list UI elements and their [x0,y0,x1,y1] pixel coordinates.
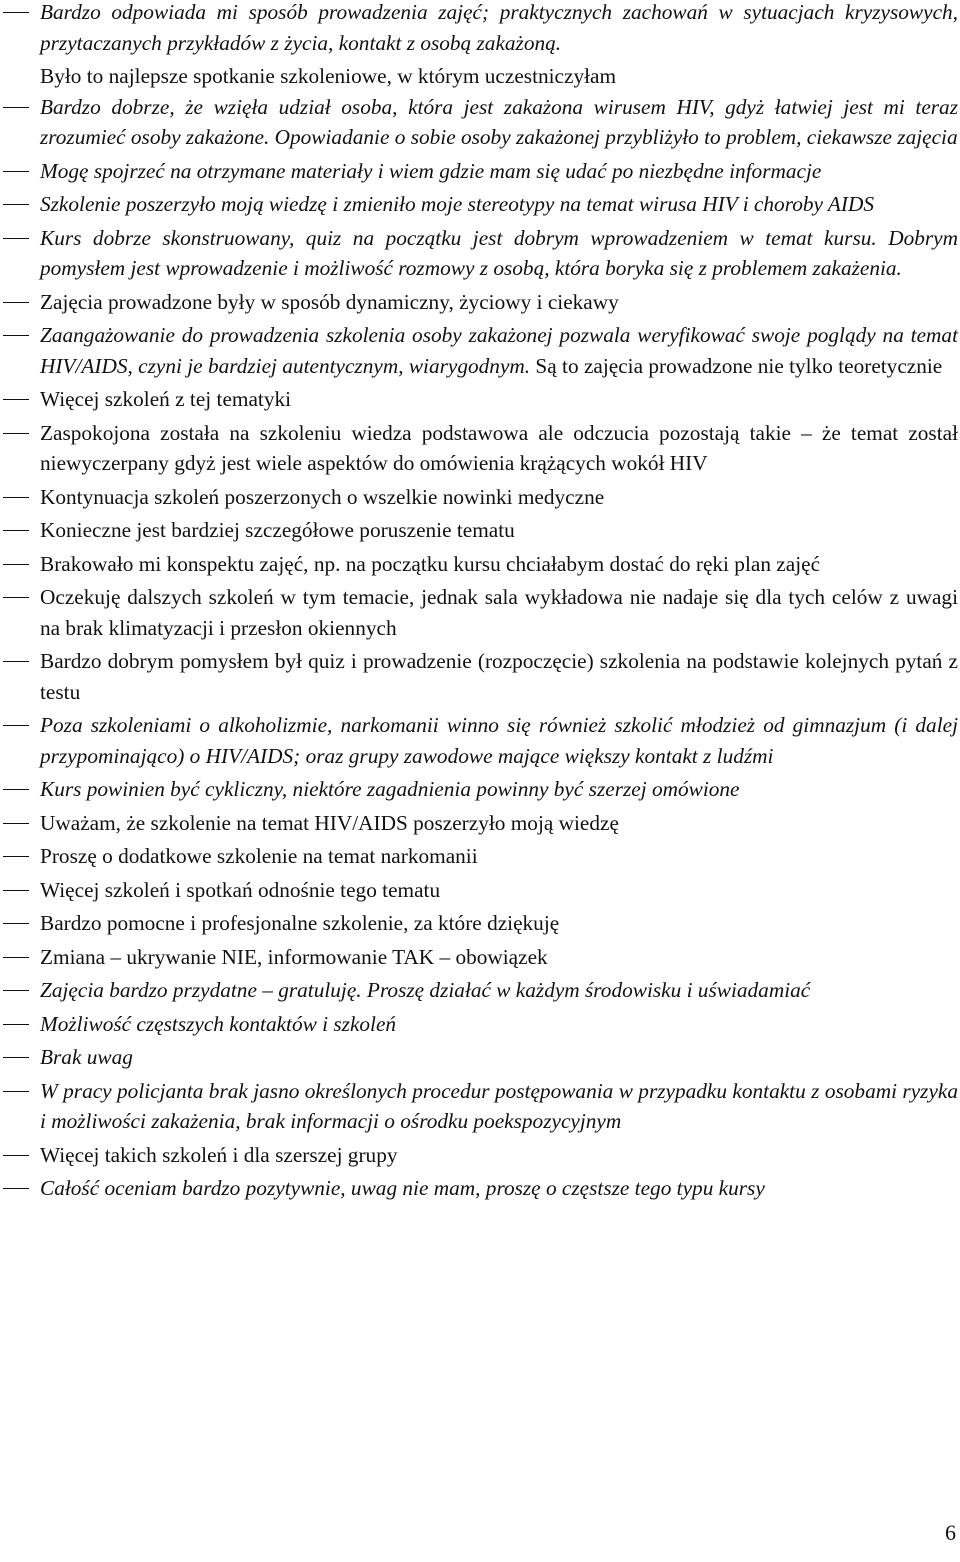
dash-bullet-icon [0,418,32,448]
dash-bullet-icon [0,1042,32,1072]
list-item [0,710,958,771]
dash-bullet-icon [0,875,32,905]
text-segment: Całość oceniam bardzo pozytywnie, uwag nie mam, proszę o częstsze tego typu kursy [40,1176,765,1200]
list-item [0,418,958,479]
text-segment: Mogę spojrzeć na otrzymane materiały i wiem gdzie mam się udać po niezbędne informacje [40,158,822,183]
dash-bullet-icon [0,908,32,938]
dash-bullet-icon [0,1173,32,1203]
dash-bullet-icon [0,1009,32,1039]
list-item [0,841,958,872]
list-item-text [40,1042,958,1073]
list-item [0,189,958,220]
dash-bullet-icon [0,320,32,350]
list-item [0,482,958,513]
list-item-text [40,908,958,939]
text-segment: Więcej szkoleń i spotkań odnośnie tego tematu [40,877,441,902]
text-segment: Bardzo pomocne i profesjonalne szkolenie, za które dziękuję [40,911,560,935]
text-segment: Bardzo dobrze, że wzięła udział osoba, która jest zakażona wirusem HIV, gdyż łatwiej jest mi teraz zrozumieć osoby zakażone. Opowiadanie o sobie osoby zakażonej przybliżyło to problem, ciekawsze zajęcia [40,94,958,149]
list-item-text [40,223,958,284]
list-item-text [40,582,958,643]
list-item-text [40,515,958,546]
list-item [0,646,958,707]
list-item-text [40,384,958,415]
list-item-text [40,92,958,153]
list-item [0,1042,958,1073]
text-segment: Są to zajęcia prowadzone nie tylko teoretycznie [530,353,943,378]
list-item-text [40,875,958,906]
list-item-text [40,0,958,58]
list-item [0,875,958,906]
text-segment: Kontynuacja szkoleń poszerzonych o wszelkie nowinki medyczne [40,484,605,509]
list-item [0,515,958,546]
dash-bullet-icon [0,92,32,122]
list-item-text [40,320,958,381]
list-item [0,1009,958,1040]
list-item [0,0,958,58]
list-item [0,287,958,318]
list-item [0,908,958,939]
list-item-text [40,287,958,318]
list-item-text [40,646,958,707]
text-segment: Uważam, że szkolenie na temat HIV/AIDS poszerzyło moją wiedzę [40,810,619,835]
list-item [0,92,958,153]
text-segment: Więcej szkoleń z tej tematyki [40,387,292,411]
list-item [0,223,958,284]
list-item [0,975,958,1006]
list-item-text [40,1009,958,1040]
list-item-text [40,156,958,187]
list-item [0,156,958,187]
list-item-text [40,1173,958,1204]
dash-bullet-icon [0,287,32,317]
text-segment: Było to najlepsze spotkanie szkoleniowe, w którym uczestniczyłam [40,64,617,88]
list-item-text [40,1076,958,1137]
text-segment: Zaspokojona została na szkoleniu wiedza podstawowa ale odczucia pozostają takie – że temat został niewyczerpany gdyż jest wiele aspektów do omówienia krążących wokół HIV [40,420,958,475]
list-item-text [40,418,958,479]
list-item-text [40,61,958,92]
list-item [0,320,958,381]
list-item-text [40,774,958,805]
text-segment: Zajęcia bardzo przydatne – gratuluję. Proszę działać w każdym środowisku i uświadamiać [40,978,811,1002]
dash-bullet-icon [0,646,32,676]
dash-bullet-icon [0,710,32,740]
text-segment: Bardzo dobrym pomysłem był quiz i prowadzenie (rozpoczęcie) szkolenia na podstawie kolejnych pytań z testu [40,649,958,704]
dash-bullet-icon [0,0,32,27]
text-segment: Oczekuję dalszych szkoleń w tym temacie, jednak sala wykładowa nie nadaje się dla tych celów z uwagi na brak klimatyzacji i przesłon okiennych [40,585,958,640]
text-segment: Zmiana – ukrywanie NIE, informowanie TAK – obowiązek [40,944,548,969]
text-segment: Brakowało mi konspektu zajęć, np. na początku kursu chciałabym dostać do ręki plan zajęć [40,551,821,576]
text-segment: Kurs powinien być cykliczny, niektóre zagadnienia powinny być szerzej omówione [40,777,740,801]
list-item-text [40,1140,958,1171]
list-item [0,384,958,415]
dash-bullet-icon [0,1076,32,1106]
list-item [0,582,958,643]
list-item [0,61,958,92]
text-segment: Kurs dobrze skonstruowany, quiz na początku jest dobrym wprowadzeniem w temat kursu. Dobrym pomysłem jest wprowadzenie i możliwość rozmowy z osobą, która boryka się z problemem zakażenia. [40,225,958,280]
list-item-text [40,975,958,1006]
list-item [0,549,958,580]
text-segment: Szkolenie poszerzyło moją wiedzę i zmieniło moje stereotypy na temat wirusa HIV i choroby AIDS [40,192,875,216]
list-item-text [40,482,958,513]
dash-bullet-icon [0,808,32,838]
dash-bullet-icon [0,515,32,545]
dash-bullet-icon [0,223,32,253]
text-segment: Brak uwag [40,1045,133,1069]
text-segment: Proszę o dodatkowe szkolenie na temat narkomanii [40,844,478,868]
dash-bullet-icon [0,1140,32,1170]
list-item [0,808,958,839]
text-segment: Poza szkoleniami o alkoholizmie, narkomanii winno się również szkolić młodzież od gimnazjum (i dalej przypominająco) o HIV/AIDS; oraz grupy zawodowe mające większy kontakt z ludźmi [40,713,958,768]
list-item-text [40,808,958,839]
list-item [0,1173,958,1204]
list-item [0,1140,958,1171]
dash-bullet-icon [0,942,32,972]
dash-bullet-icon [0,549,32,579]
dash-bullet-icon [0,774,32,804]
dash-bullet-icon [0,482,32,512]
dash-bullet-icon [0,975,32,1005]
page-number: 6 [945,1520,956,1545]
list-item-text [40,710,958,771]
text-segment: Zajęcia prowadzone były w sposób dynamiczny, życiowy i ciekawy [40,289,619,314]
list-item-text [40,549,958,580]
list-item-text [40,942,958,973]
dash-bullet-icon [0,189,32,219]
list-item [0,1076,958,1137]
list-item-text [40,841,958,872]
list-item-text [40,189,958,220]
text-segment: Bardzo odpowiada mi sposób prowadzenia zajęć; praktycznych zachowań w sytuacjach kryzysowych, przytaczanych przykładów z życia, kontakt z osobą zakażoną. [40,0,958,55]
list-item [0,942,958,973]
text-segment: W pracy policjanta brak jasno określonych procedur postępowania w przypadku kontaktu z osobami ryzyka i możliwości zakażenia, brak informacji o ośrodku poekspozycyjnym [40,1078,958,1133]
list-item [0,774,958,805]
text-segment: Więcej takich szkoleń i dla szerszej grupy [40,1142,398,1167]
text-segment: Zaangażowanie do prowadzenia szkolenia osoby zakażonej pozwala weryfikować swoje poglądy na temat HIV/AIDS, czyni je bardziej autentycznym, wiarygodnym. [40,323,958,378]
text-segment: Możliwość częstszych kontaktów i szkoleń [40,1011,397,1036]
dash-bullet-icon [0,582,32,612]
dash-bullet-icon [0,384,32,414]
dash-bullet-icon [0,156,32,186]
text-segment: Konieczne jest bardziej szczegółowe poruszenie tematu [40,518,515,542]
dash-bullet-icon [0,841,32,871]
